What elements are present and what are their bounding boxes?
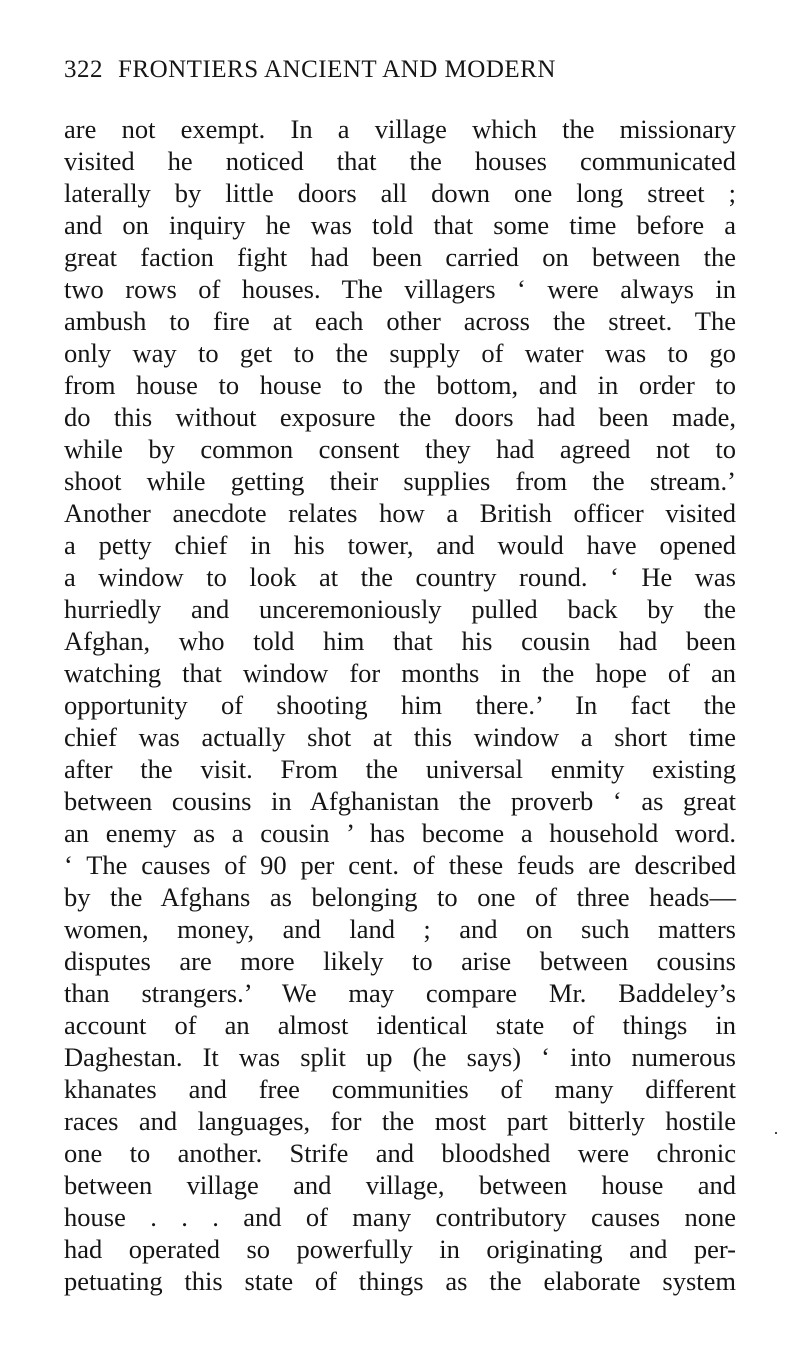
text-line-content: visited he noticed that the houses communicated — [64, 146, 736, 176]
text-line — [64, 305, 736, 337]
text-line — [64, 113, 736, 145]
text-line-content: house . . . and of many contributory causes none — [64, 1202, 736, 1232]
text-line — [64, 209, 736, 241]
text-line — [64, 1201, 736, 1233]
text-line — [64, 1073, 736, 1105]
page-number: 322 — [64, 56, 103, 83]
text-line-content: Afghan, who told him that his cousin had been — [64, 626, 736, 656]
text-line — [64, 881, 736, 913]
text-line-content: do this without exposure the doors had been made, — [64, 402, 736, 432]
text-line-content: and on inquiry he was told that some time before a — [64, 210, 736, 240]
text-line-content: a petty chief in his tower, and would have opened — [64, 530, 736, 560]
text-line — [64, 625, 736, 657]
text-line-content: races and languages, for the most part bitterly hostile — [64, 1106, 736, 1136]
text-line — [64, 977, 736, 1009]
text-line — [64, 1041, 736, 1073]
text-line-content: hurriedly and unceremoniously pulled back by the — [64, 594, 736, 624]
text-line-content: between village and village, between house and — [64, 1170, 736, 1200]
text-line-content: petuating this state of things as the elaborate system — [64, 1266, 736, 1296]
text-line-content: Daghestan. It was split up (he says) ‘ into numerous — [64, 1042, 736, 1072]
text-line-content: disputes are more likely to arise between cousins — [64, 946, 736, 976]
text-line — [64, 465, 736, 497]
text-line-content: Another anecdote relates how a British officer visited — [64, 498, 736, 528]
text-line-content: great faction fight had been carried on between the — [64, 242, 736, 272]
text-line — [64, 241, 736, 273]
text-line — [64, 945, 736, 977]
text-line-content: than strangers.’ We may compare Mr. Baddeley’s — [64, 978, 736, 1008]
text-line — [64, 369, 736, 401]
text-line — [64, 817, 736, 849]
text-line — [64, 689, 736, 721]
running-header — [64, 56, 744, 84]
text-line — [64, 177, 736, 209]
text-line — [64, 401, 736, 433]
text-line-content: while by common consent they had agreed not to — [64, 434, 736, 464]
text-line-content: one to another. Strife and bloodshed were chronic — [64, 1138, 736, 1168]
text-line — [64, 593, 736, 625]
text-line-content: an enemy as a cousin ’ has become a household word. — [64, 818, 736, 848]
text-line — [64, 753, 736, 785]
text-line — [64, 721, 736, 753]
text-line — [64, 1169, 736, 1201]
text-line — [64, 1137, 736, 1169]
text-line-content: by the Afghans as belonging to one of three heads— — [64, 882, 736, 912]
text-line-content: only way to get to the supply of water was to go — [64, 338, 736, 368]
text-line-content: watching that window for months in the hope of an — [64, 658, 736, 688]
text-line-content: khanates and free communities of many different — [64, 1074, 736, 1104]
text-line — [64, 433, 736, 465]
text-line — [64, 1105, 736, 1137]
text-line — [64, 497, 736, 529]
text-line-content: from house to house to the bottom, and in order to — [64, 370, 736, 400]
text-line — [64, 849, 736, 881]
text-line-content: two rows of houses. The villagers ‘ were always in — [64, 274, 736, 304]
text-line-content: a window to look at the country round. ‘ He was — [64, 562, 736, 592]
text-line-content: chief was actually shot at this window a short time — [64, 722, 736, 752]
text-line — [64, 1009, 736, 1041]
text-line — [64, 1233, 736, 1265]
text-line — [64, 273, 736, 305]
text-line — [64, 561, 736, 593]
text-line-content: laterally by little doors all down one long street ; — [64, 178, 736, 208]
text-line — [64, 337, 736, 369]
text-line-content: had operated so powerfully in originating and per- — [64, 1234, 736, 1264]
text-line-content: opportunity of shooting him there.’ In fact the — [64, 690, 736, 720]
text-line-content: ‘ The causes of 90 per cent. of these feuds are described — [64, 850, 736, 880]
text-line-content: shoot while getting their supplies from the stream.’ — [64, 466, 736, 496]
text-line — [64, 657, 736, 689]
text-line-content: after the visit. From the universal enmity existing — [64, 754, 736, 784]
text-line-content: women, money, and land ; and on such matters — [64, 914, 736, 944]
running-title: FRONTIERS ANCIENT AND MODERN — [118, 56, 556, 83]
text-line — [64, 1265, 736, 1297]
page-body-text — [64, 113, 736, 1297]
text-line — [64, 529, 736, 561]
text-line-content: between cousins in Afghanistan the proverb ‘ as great — [64, 786, 736, 816]
text-line — [64, 145, 736, 177]
text-line — [64, 913, 736, 945]
text-line-content: ambush to fire at each other across the street. The — [64, 306, 736, 336]
scan-speck — [775, 1132, 777, 1134]
text-line — [64, 785, 736, 817]
text-line-content: are not exempt. In a village which the missionary — [64, 114, 736, 144]
text-line-content: account of an almost identical state of things in — [64, 1010, 736, 1040]
